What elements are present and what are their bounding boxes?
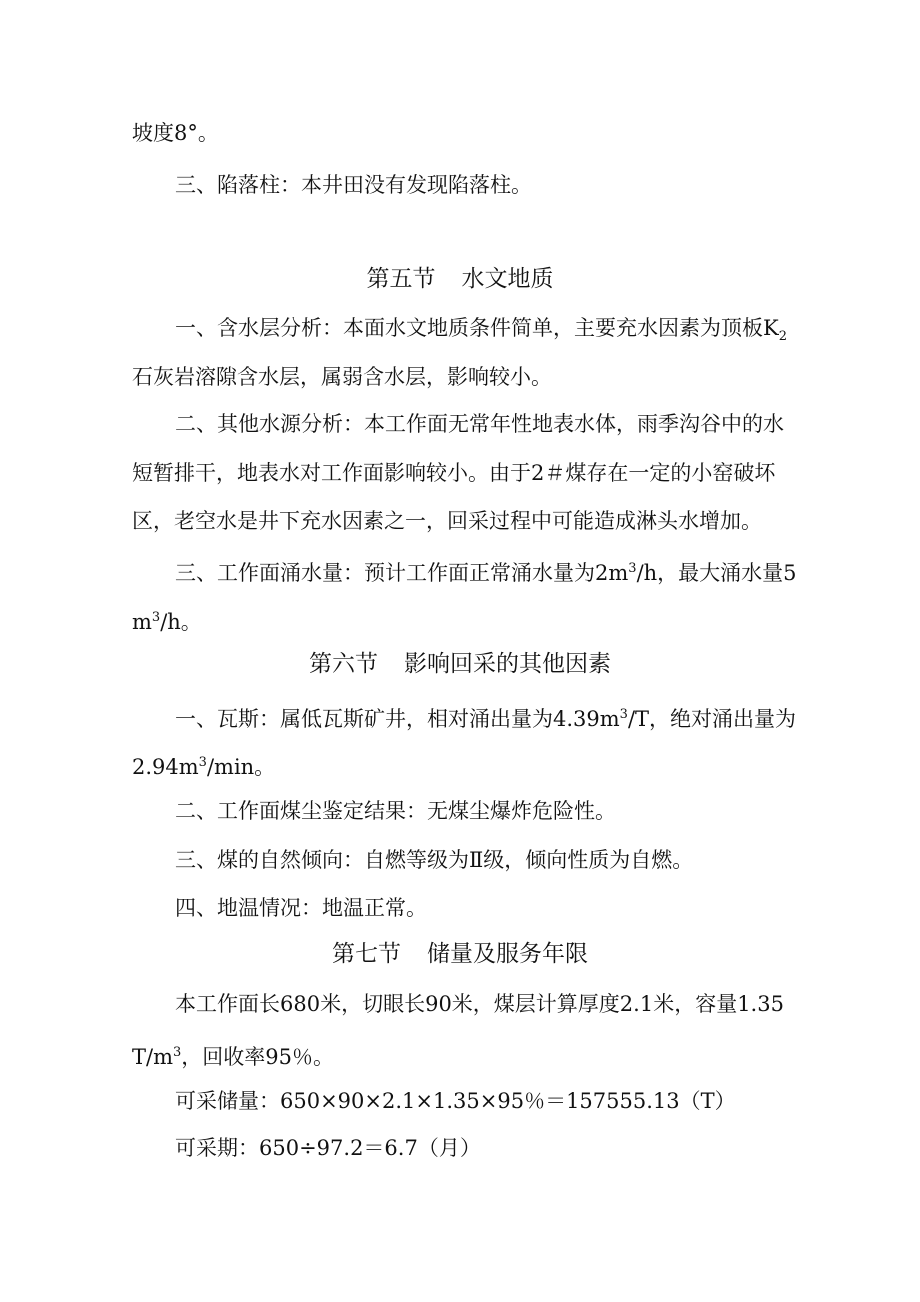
section-number: 第六节 [309, 651, 378, 677]
text-span: /h，最大涌水量5 [636, 561, 797, 585]
text-line: 四、地温情况：地温正常。 [175, 896, 427, 920]
text-line: 二、其他水源分析：本工作面无常年性地表水体，雨季沟谷中的水 [175, 412, 784, 436]
text-line: 石灰岩溶隙含水层，属弱含水层，影响较小。 [132, 365, 552, 389]
text-line: 可采储量：650×90×2.1×1.35×95％＝157555.13（T） [175, 1089, 736, 1113]
text-span: 一、含水层分析：本面水文地质条件简单，主要充水因素为顶板K [175, 316, 779, 340]
text-line [175, 313, 787, 352]
text-span: /T，绝对涌出量为 [627, 707, 797, 731]
section-heading [0, 648, 920, 680]
text-span: 一、瓦斯：属低瓦斯矿井，相对涌出量为4.39m [175, 707, 620, 731]
section-title: 储量及服务年限 [427, 941, 588, 967]
section-heading [0, 938, 920, 970]
text-line: 三、陷落柱：本井田没有发现陷落柱。 [175, 173, 532, 197]
superscript: 3 [619, 707, 628, 722]
text-line: 可采期：650÷97.2＝6.7（月） [175, 1136, 481, 1160]
text-line: 坡度8°。 [132, 121, 219, 145]
text-line [175, 554, 797, 588]
text-span: 三、工作面涌水量：预计工作面正常涌水量为2m [175, 561, 629, 585]
text-span: ，回收率95％。 [181, 1045, 335, 1069]
superscript: 3 [628, 561, 637, 576]
text-span: /min。 [206, 755, 276, 779]
text-span: 2.94m [132, 755, 199, 779]
superscript: 3 [151, 610, 161, 625]
section-number: 第五节 [366, 266, 436, 292]
text-line: 区，老空水是井下充水因素之一，回采过程中可能造成淋头水增加。 [132, 509, 762, 533]
superscript: 3 [173, 1045, 182, 1060]
text-line [132, 1038, 334, 1072]
text-line [175, 700, 796, 734]
section-heading [0, 263, 920, 295]
section-title: 水文地质 [461, 266, 554, 292]
text-span: T/m [132, 1045, 173, 1069]
subscript: 2 [778, 329, 787, 345]
text-span: m [132, 610, 152, 634]
text-span: /h。 [160, 610, 202, 634]
superscript: 3 [198, 755, 207, 770]
text-line: 二、工作面煤尘鉴定结果：无煤尘爆炸危险性。 [175, 799, 616, 823]
text-line [132, 603, 202, 637]
section-number: 第七节 [332, 941, 401, 967]
section-title: 影响回采的其他因素 [404, 651, 611, 677]
text-line: 短暂排干，地表水对工作面影响较小。由于2＃煤存在一定的小窑破坏 [132, 461, 776, 485]
text-line: 三、煤的自然倾向：自燃等级为Ⅱ级，倾向性质为自燃。 [175, 848, 694, 872]
text-line: 本工作面长680米，切眼长90米，煤层计算厚度2.1米，容量1.35 [175, 992, 784, 1016]
text-line [132, 748, 275, 782]
